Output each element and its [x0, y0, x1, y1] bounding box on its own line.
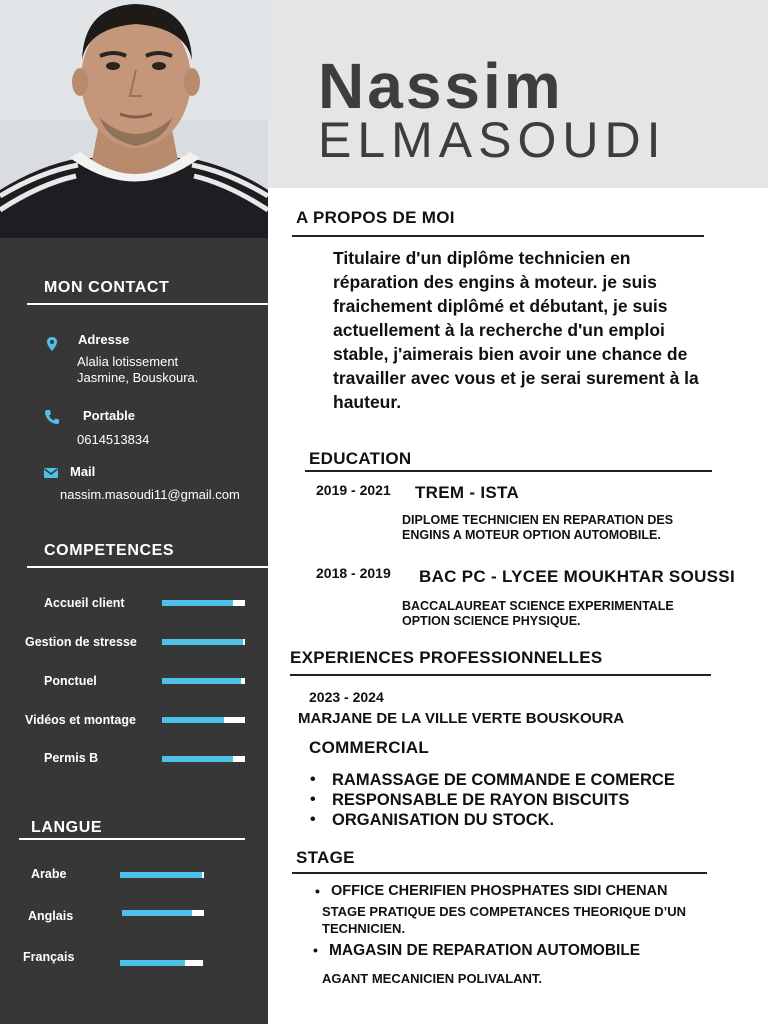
last-name: ELMASOUDI [318, 112, 667, 168]
experience-role: COMMERCIAL [309, 738, 430, 757]
address-line1: Alalia lotissement [77, 354, 179, 369]
stage-title: STAGE [296, 848, 355, 867]
experience-divider [290, 674, 711, 676]
competences-divider [27, 566, 268, 568]
stage-item: • MAGASIN DE REPARATION AUTOMOBILE [313, 942, 640, 960]
language-label: Français [23, 950, 75, 964]
langue-heading: LANGUE [31, 819, 103, 836]
contact-heading: MON CONTACT [44, 279, 170, 296]
education-title: EDUCATION [309, 449, 412, 468]
list-item: • RESPONSABLE DE RAYON BISCUITS [308, 790, 675, 810]
skill-bar [162, 717, 245, 723]
contact-divider [27, 303, 268, 305]
phone-label: Portable [83, 408, 136, 423]
skill-bar-fill [162, 717, 224, 723]
mail-icon [43, 465, 59, 481]
education-description: BACCALAUREAT SCIENCE EXPERIMENTALE OPTION SCIENCE PHYSIQUE. [402, 599, 674, 628]
sidebar [0, 0, 268, 1024]
education-description: DIPLOME TECHNICIEN EN REPARATION DES ENGINS A MOTEUR OPTION AUTOMOBILE. [402, 513, 674, 542]
skill-bar [162, 639, 245, 645]
experience-title: EXPERIENCES PROFESSIONNELLES [290, 648, 603, 667]
experience-company: MARJANE DE LA VILLE VERTE BOUSKOURA [298, 710, 625, 727]
phone-icon [44, 409, 60, 425]
profile-photo [0, 0, 268, 238]
language-bar-fill [120, 960, 185, 966]
language-bar-fill [120, 872, 202, 878]
phone-value[interactable]: 0614513834 [77, 432, 150, 447]
language-bar [120, 872, 204, 878]
skill-bar-fill [162, 678, 241, 684]
experience-tasks [308, 770, 675, 830]
stage-divider [292, 872, 707, 874]
language-label: Anglais [28, 909, 74, 923]
education-divider [305, 470, 712, 472]
skill-bar [162, 678, 245, 684]
skill-label: Vidéos et montage [25, 713, 136, 727]
skill-bar-fill [162, 756, 233, 762]
education-school: BAC PC - LYCEE MOUKHTAR SOUSSI [419, 567, 735, 586]
mail-label: Mail [70, 464, 96, 479]
about-divider [292, 235, 704, 237]
address-line2: Jasmine, Bouskoura. [77, 370, 199, 385]
about-text: Titulaire d'un diplôme technicien en réparation des engins à moteur. je suis fraichement diplômé et débutant, je suis actuellement à la recherche d'un emploi stable, j'aimerais bien avoir une chance de travailler avec vous et je serai surement à la hauteur. [333, 248, 699, 412]
stage-description: AGANT MECANICIEN POLIVALANT. [322, 971, 543, 986]
language-bar [120, 960, 203, 966]
first-name: Nassim [318, 50, 564, 122]
list-item: • ORGANISATION DU STOCK. [308, 810, 675, 830]
list-item: • RAMASSAGE DE COMMANDE E COMERCE [308, 770, 675, 790]
education-school: TREM - ISTA [415, 483, 520, 502]
location-pin-icon [44, 336, 60, 352]
skill-bar [162, 600, 245, 606]
address-label: Adresse [78, 332, 130, 347]
experience-years: 2023 - 2024 [309, 689, 384, 705]
competences-heading: COMPETENCES [44, 542, 175, 559]
about-title: A PROPOS DE MOI [296, 208, 455, 227]
skill-bar-fill [162, 639, 243, 645]
language-label: Arabe [31, 867, 67, 881]
skill-label: Gestion de stresse [25, 635, 137, 649]
education-years: 2019 - 2021 [316, 482, 391, 498]
education-years: 2018 - 2019 [316, 565, 391, 581]
skill-bar [162, 756, 245, 762]
mail-value[interactable]: nassim.masoudi11@gmail.com [60, 487, 240, 502]
language-bar-fill [122, 910, 192, 916]
langue-divider [19, 838, 245, 840]
stage-item: • OFFICE CHERIFIEN PHOSPHATES SIDI CHENAN [315, 883, 667, 899]
skill-bar-fill [162, 600, 233, 606]
skill-label: Permis B [44, 751, 99, 765]
skill-label: Ponctuel [44, 674, 97, 688]
stage-description: STAGE PRATIQUE DES COMPETANCES THEORIQUE D’UN TECHNICIEN. [322, 904, 687, 936]
language-bar [122, 910, 204, 916]
skill-label: Accueil client [44, 596, 125, 610]
